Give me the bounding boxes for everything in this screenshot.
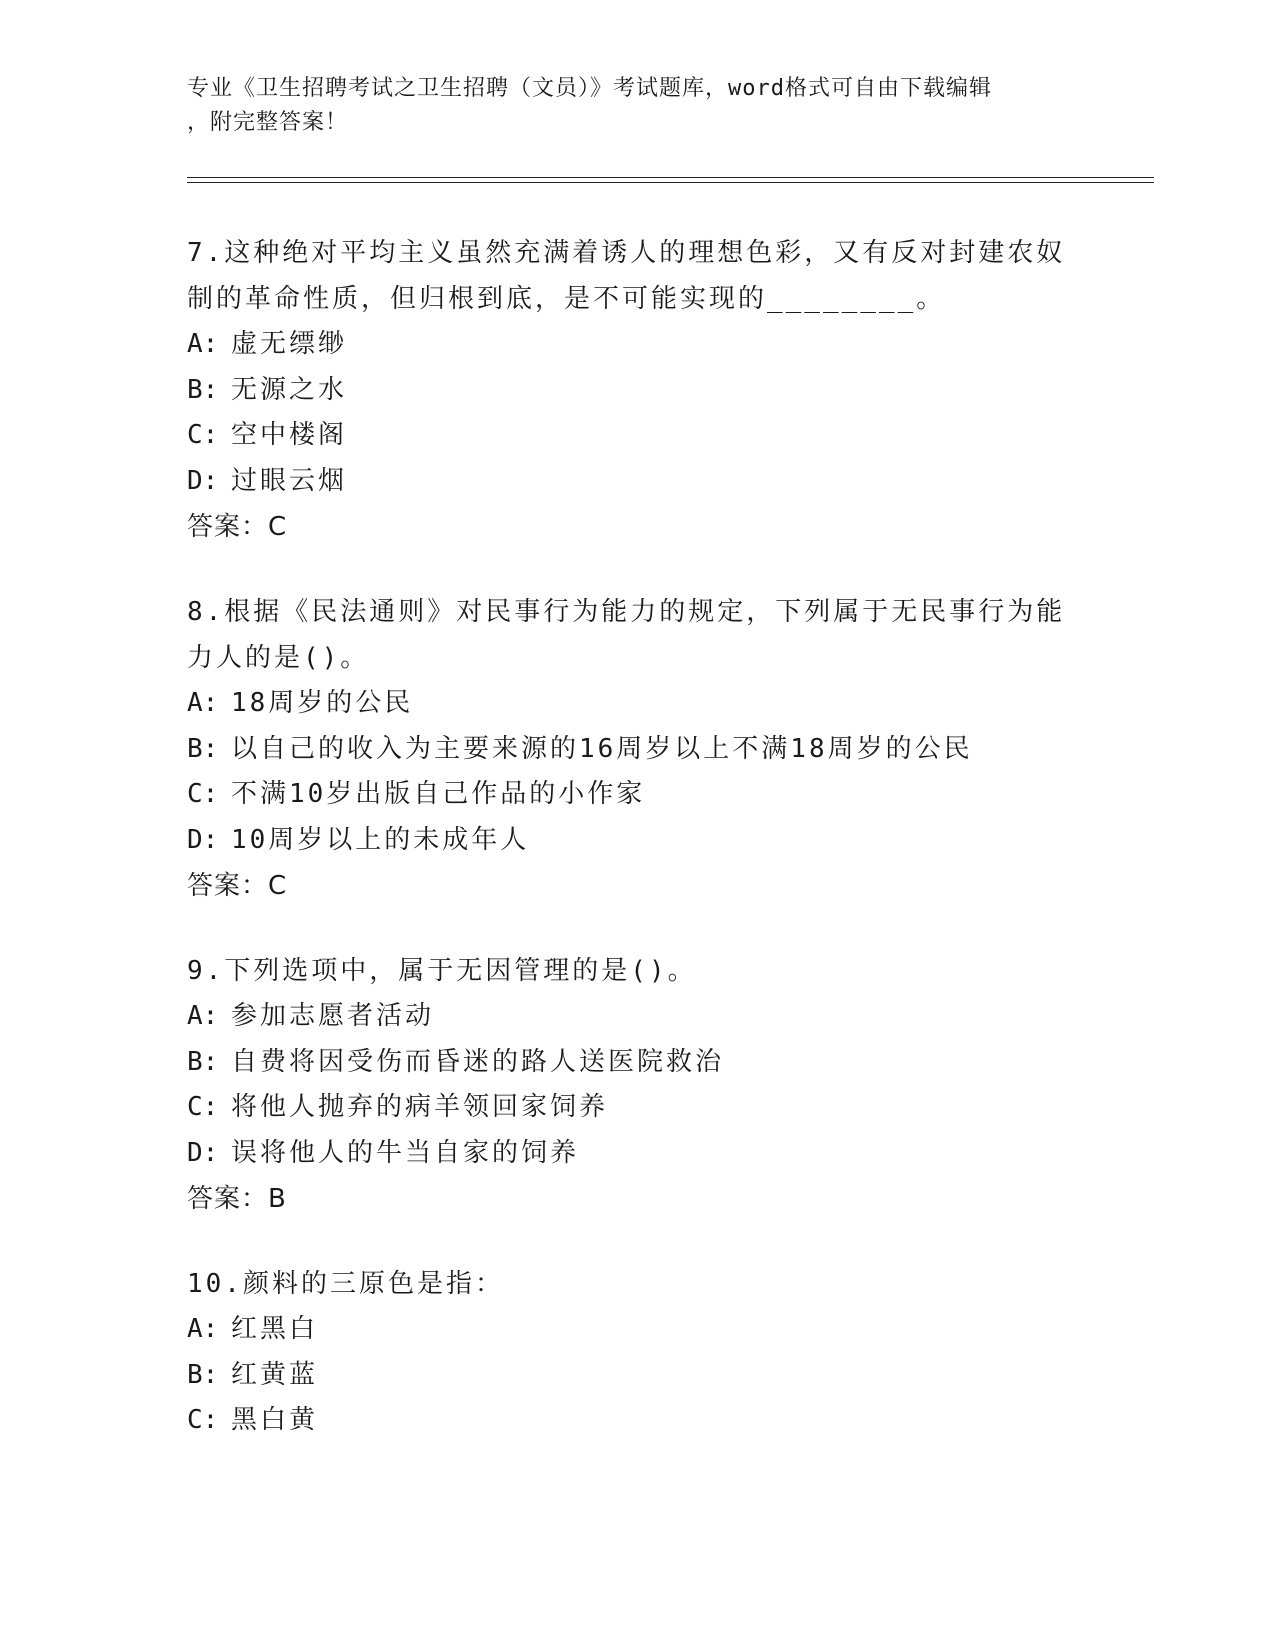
option-text: 自费将因受伤而昏迷的路人送医院救治 (231, 1046, 725, 1077)
question-stem-line: 9.下列选项中，属于无因管理的是()。 (187, 956, 697, 986)
option-d (187, 459, 1087, 505)
answer-line: 答案：C (187, 871, 288, 901)
option-text: 黑白黄 (231, 1405, 319, 1435)
header-line-1: 专业《卫生招聘考试之卫生招聘（文员）》考试题库，word格式可自由下载编辑 (187, 76, 992, 101)
option-letter: C: (187, 1092, 219, 1122)
option-text: 虚无缥缈 (231, 329, 348, 359)
option-letter: B: (187, 374, 219, 405)
option-b (187, 368, 1087, 414)
question-9 (187, 948, 1087, 1222)
option-text: 红黑白 (231, 1314, 319, 1344)
option-letter: B: (187, 1359, 219, 1390)
option-letter: A: (187, 1314, 219, 1344)
option-text: 将他人抛弃的病羊领回家饲养 (231, 1092, 609, 1122)
option-text: 参加志愿者活动 (231, 1001, 435, 1031)
option-c (187, 413, 1087, 459)
option-c (187, 772, 1087, 818)
option-letter: D: (187, 1137, 219, 1168)
answer-line: 答案：B (187, 1184, 287, 1214)
option-letter: C: (187, 1405, 219, 1435)
option-a (187, 1307, 1087, 1353)
document-header (187, 72, 1067, 140)
option-b (187, 727, 1087, 773)
option-a (187, 322, 1087, 368)
option-d (187, 1131, 1087, 1177)
option-letter: B: (187, 1046, 219, 1077)
question-7 (187, 230, 1087, 550)
option-letter: B: (187, 733, 219, 764)
option-text: 无源之水 (231, 374, 348, 405)
question-stem (187, 230, 1087, 322)
header-line-2: ，附完整答案！ (187, 110, 349, 135)
option-text: 红黄蓝 (231, 1359, 319, 1390)
question-stem-line: 7.这种绝对平均主义虽然充满着诱人的理想色彩，又有反对封建农奴 (187, 238, 1066, 268)
option-text: 不满10岁出版自己作品的小作家 (231, 779, 646, 809)
option-text: 误将他人的牛当自家的饲养 (231, 1137, 580, 1168)
option-letter: A: (187, 1001, 219, 1031)
option-text: 18周岁的公民 (231, 688, 414, 718)
option-letter: A: (187, 329, 219, 359)
question-list (187, 230, 1087, 1483)
question-10 (187, 1261, 1087, 1444)
header-divider (187, 177, 1154, 183)
option-letter: D: (187, 824, 219, 855)
option-c (187, 1398, 1087, 1444)
question-stem (187, 948, 1087, 994)
question-stem-line: 10.颜料的三原色是指： (187, 1269, 504, 1299)
question-stem-line: 力人的是()。 (187, 643, 370, 673)
option-text: 以自己的收入为主要来源的16周岁以上不满18周岁的公民 (231, 733, 973, 764)
option-c (187, 1085, 1087, 1131)
option-a (187, 994, 1087, 1040)
option-letter: C: (187, 779, 219, 809)
option-a (187, 681, 1087, 727)
question-stem-line: 8.根据《民法通则》对民事行为能力的规定，下列属于无民事行为能 (187, 597, 1066, 627)
option-letter: A: (187, 688, 219, 718)
question-8 (187, 589, 1087, 909)
option-b (187, 1040, 1087, 1086)
option-text: 过眼云烟 (231, 465, 348, 496)
option-b (187, 1353, 1087, 1399)
option-text: 空中楼阁 (231, 420, 348, 450)
question-stem-line: 制的革命性质，但归根到底，是不可能实现的________。 (187, 284, 946, 314)
answer-line: 答案：C (187, 512, 288, 542)
option-letter: C: (187, 420, 219, 450)
option-letter: D: (187, 465, 219, 496)
option-d (187, 818, 1087, 864)
question-stem (187, 1261, 1087, 1307)
option-text: 10周岁以上的未成年人 (231, 824, 530, 855)
question-stem (187, 589, 1087, 681)
